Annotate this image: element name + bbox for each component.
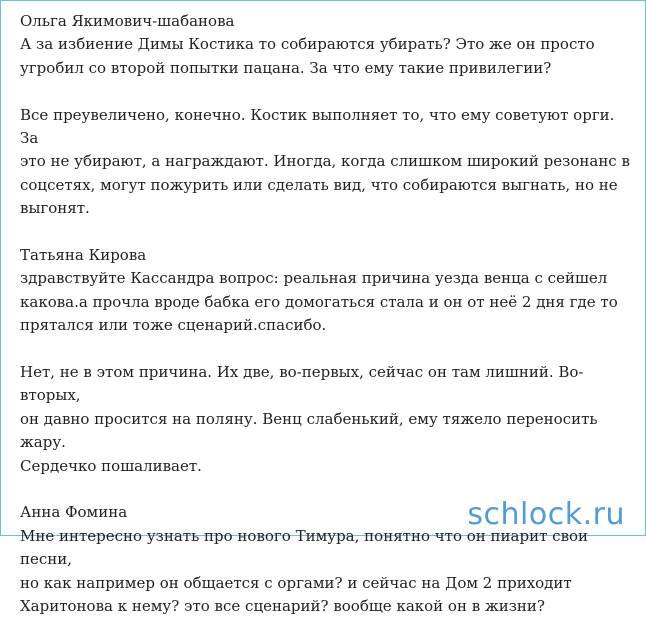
question-line: какова.а прочла вроде бабка его домогаться стала и он от неё 2 дня где то xyxy=(20,292,618,311)
question-line: Мне интересно узнать про нового Тимура, понятно что он пиарит свои песни, xyxy=(20,526,589,569)
answer-line: он давно просится на поляну. Венц слабенький, ему тяжело переносить жару. xyxy=(20,409,598,452)
question-line: здравствуйте Кассандра вопрос: реальная причина уезда венца с сейшел xyxy=(20,269,608,288)
question-line: но как например он общается с оргами? и сейчас на Дом 2 приходит xyxy=(20,573,572,592)
site-watermark: schlock.ru xyxy=(467,497,625,532)
author-name: Анна Фомина xyxy=(20,503,128,522)
author-name: Ольга Якимович-шабанова xyxy=(20,12,235,30)
answer-line: Сердечко пошаливает. xyxy=(20,456,202,475)
question-line: угробил со второй попытки пацана. За что ему такие привилегии? xyxy=(20,58,552,77)
paragraph-gap xyxy=(20,338,630,361)
answer-line: соцсетях, могут пожурить или сделать вид, что собираются выгнать, но не xyxy=(20,175,618,194)
answer-line: выгонят. xyxy=(20,199,90,218)
paragraph-gap xyxy=(20,80,630,103)
paragraph-gap xyxy=(20,221,630,244)
question-line: Харитонова к нему? это все сценарий? вообще какой он в жизни? xyxy=(20,597,545,616)
qa-block-2 xyxy=(20,244,630,478)
answer-line: это не убирают, а награждают. Иногда, когда слишком широкий резонанс в xyxy=(20,152,630,171)
author-name: Татьяна Кирова xyxy=(20,246,147,265)
qa-block-1 xyxy=(20,10,630,221)
answer-line: Все преувеличено, конечно. Костик выполняет то, что ему советуют орги. За xyxy=(20,105,615,148)
question-line: А за избиение Димы Костика то собираются убирать? Это же он просто xyxy=(20,35,595,54)
answer-line: Нет, не в этом причина. Их две, во-первых, сейчас он там лишний. Во-вторых, xyxy=(20,363,584,405)
question-line: прятался или тоже сценарий.спасибо. xyxy=(20,316,327,335)
